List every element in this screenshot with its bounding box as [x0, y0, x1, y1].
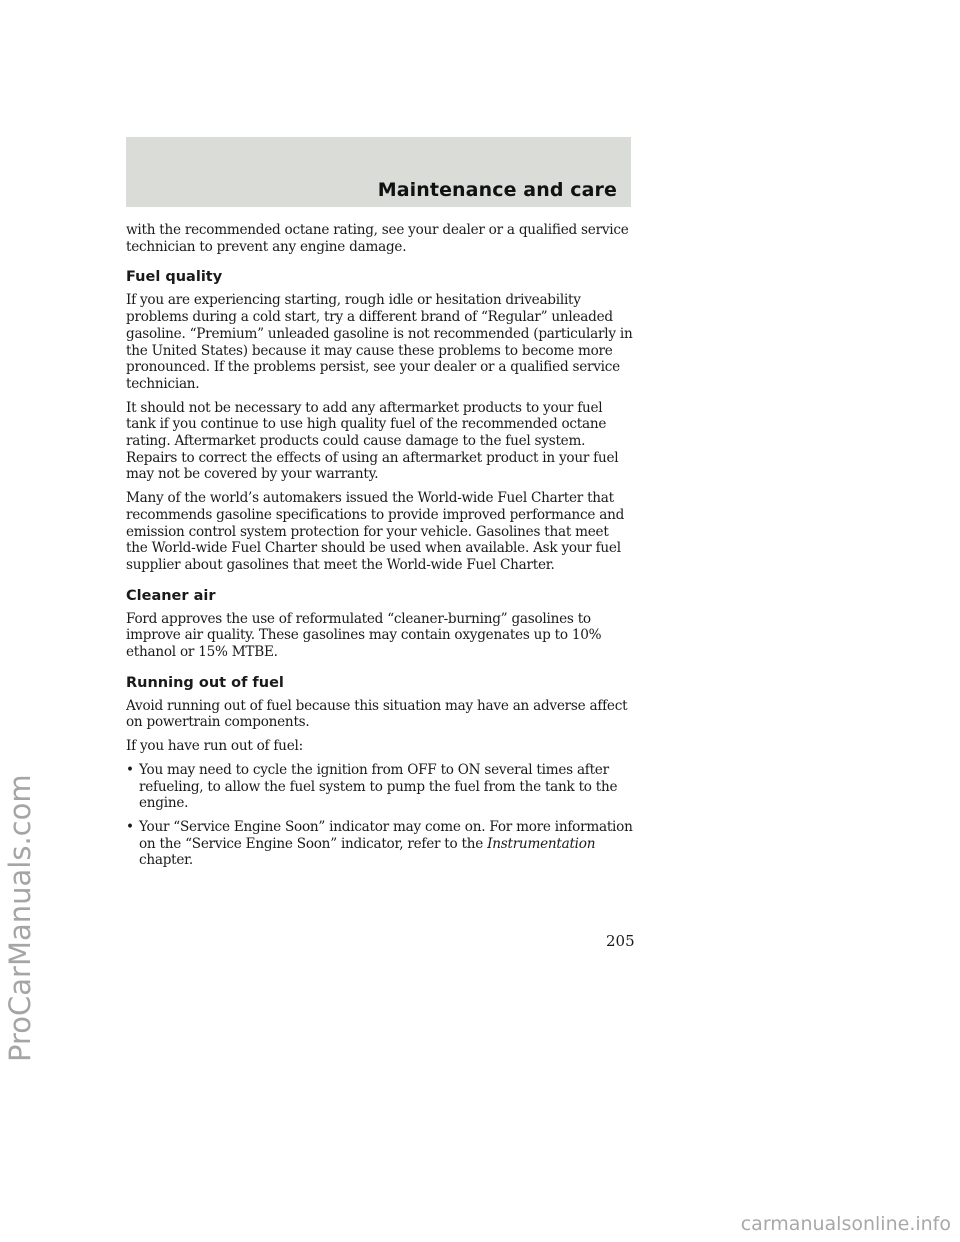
paragraph-aftermarket: It should not be necessary to add any aftermarket products to your fuel tank if you continue to use high quality fuel of the recommended octane rating. Aftermarket products could cause damage to the fuel system. Repairs to correct the effects of using an aftermarket product in your fuel may not be covered by your warranty.	[126, 399, 619, 483]
heading-fuel-quality: Fuel quality	[126, 269, 223, 286]
list-item-text: You may need to cycle the ignition from OFF to ON several times after refueling, to allow the fuel system to pump the fuel from the tank to the engine.	[139, 761, 618, 812]
paragraph-fuel-quality: If you are experiencing starting, rough idle or hesitation driveability problems during a cold start, try a different brand of “Regular” unleaded gasoline. “Premium” unleaded gasoline is not recommended (particularly in the United States) because it may cause these problems to become more pronounced. If the problems persist, see your dealer or a qualified service technician.	[126, 292, 633, 392]
page-body	[126, 222, 634, 876]
list-item-text-end: chapter.	[139, 852, 194, 869]
bottom-watermark: carmanualsonline.info	[740, 1213, 951, 1235]
bullet-icon: •	[126, 761, 134, 778]
page-number: 205	[606, 932, 635, 950]
paragraph-if-run-out: If you have run out of fuel:	[126, 738, 303, 755]
chapter-reference: Instrumentation	[487, 835, 596, 852]
list-item	[126, 762, 634, 812]
paragraph-running-out: Avoid running out of fuel because this situation may have an adverse affect on powertrain components.	[126, 697, 628, 731]
header-band	[126, 137, 631, 207]
list-item	[126, 819, 634, 869]
paragraph-cleaner-air: Ford approves the use of reformulated “cleaner-burning” gasolines to improve air quality. These gasolines may contain oxygenates up to 10% ethanol or 15% MTBE.	[126, 610, 602, 661]
heading-running-out: Running out of fuel	[126, 674, 284, 691]
paragraph-fuel-charter: Many of the world’s automakers issued the World-wide Fuel Charter that recommends gasoline specifications to provide improved performance and emission control system protection for your vehicle. Gasolines that meet the World-wide Fuel Charter should be used when available. Ask your fuel supplier about gasolines that meet the World-wide Fuel Charter.	[126, 490, 625, 573]
paragraph-octane-continued: with the recommended octane rating, see your dealer or a qualified service technician to prevent any engine damage.	[126, 222, 629, 255]
side-watermark: ProCarManuals.com	[3, 774, 37, 1062]
list-item-text: Your “Service Engine Soon” indicator may come on. For more information on the “Service Engine Soon” indicator, refer to the	[139, 818, 633, 852]
heading-cleaner-air: Cleaner air	[126, 587, 216, 604]
section-title: Maintenance and care	[377, 179, 617, 201]
bullet-icon: •	[126, 818, 134, 835]
